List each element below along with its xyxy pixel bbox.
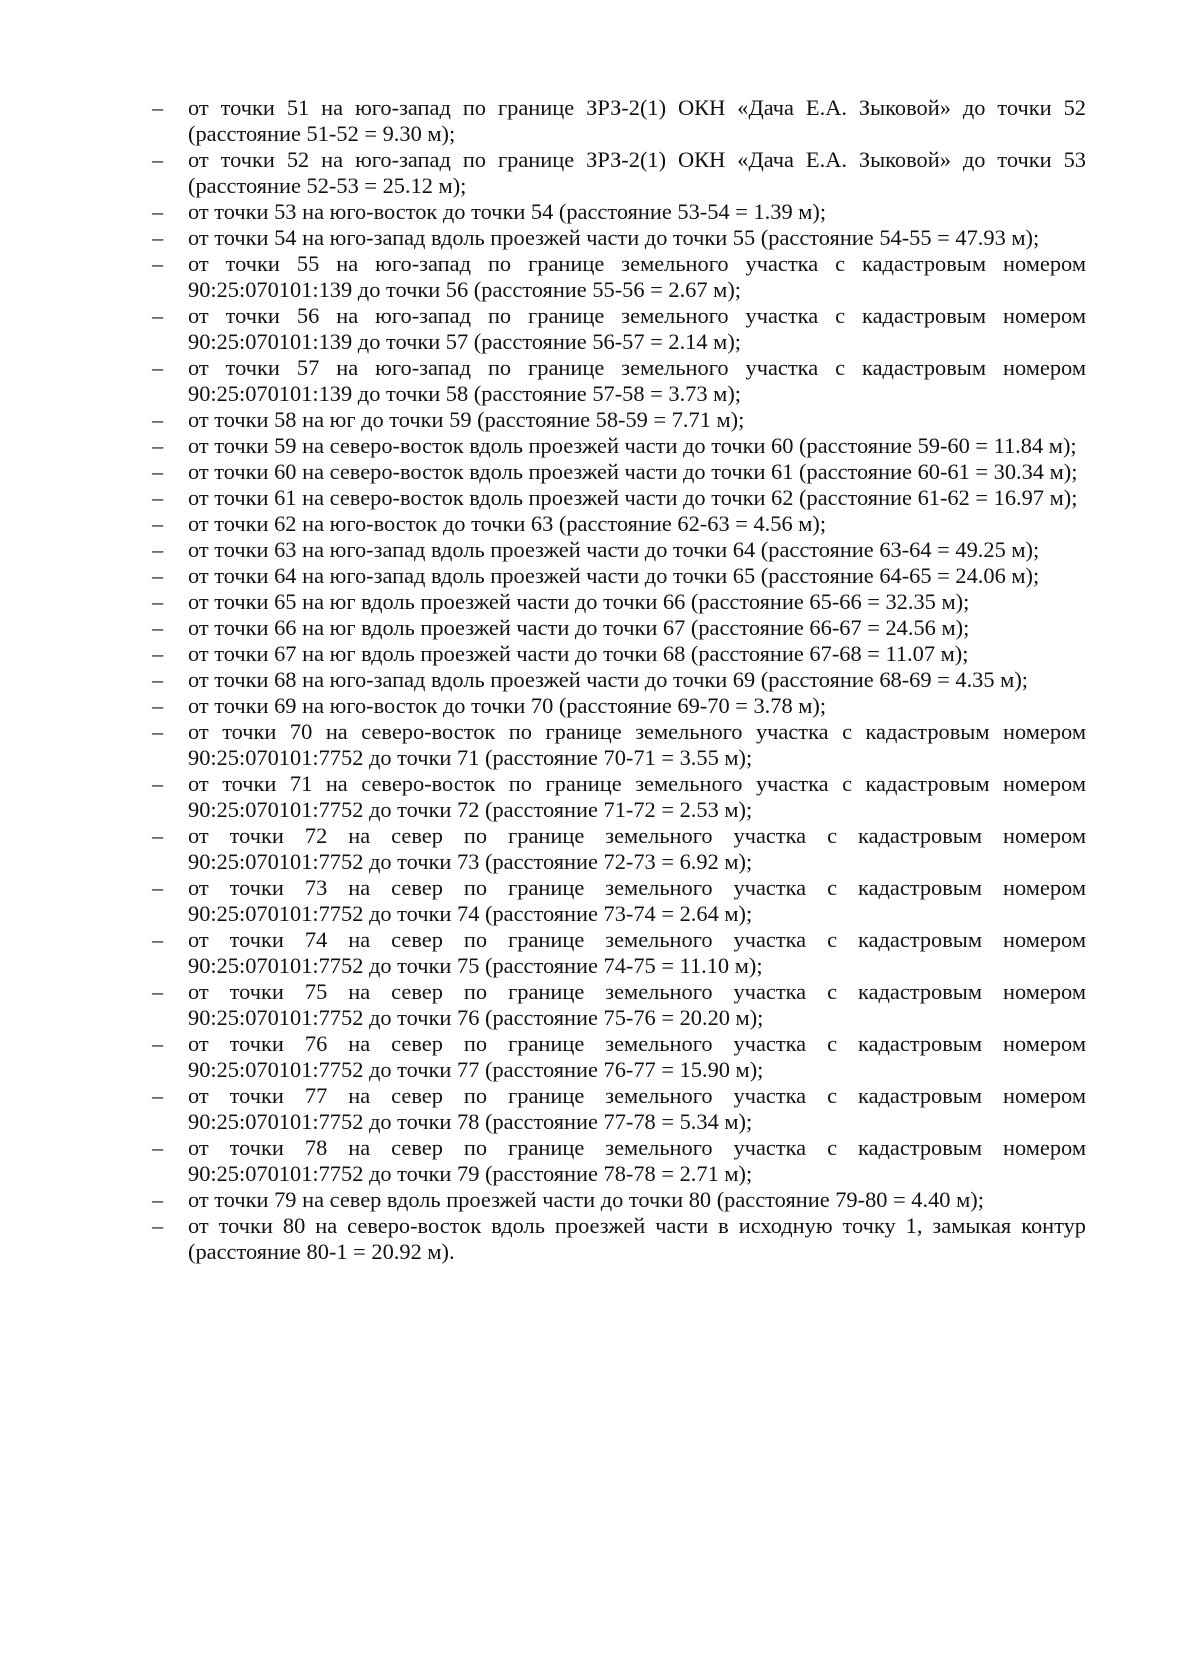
list-item-text: от точки 78 на север по границе земельного участка с кадастровым номером 90:25:070101:7752 до точки 79 (расстояние 78-78 = 2.71 м); bbox=[188, 1135, 1086, 1186]
list-bullet-dash: – bbox=[152, 589, 164, 614]
list-item-text: от точки 70 на северо-восток по границе земельного участка с кадастровым номером 90:25:070101:7752 до точки 71 (расстояние 70-71 = 3.55 м); bbox=[188, 719, 1086, 770]
list-item bbox=[152, 1031, 1086, 1083]
list-item bbox=[152, 199, 1086, 225]
list-bullet-dash: – bbox=[152, 355, 164, 380]
list-item bbox=[152, 1135, 1086, 1187]
list-item bbox=[152, 511, 1086, 537]
list-item-text: от точки 75 на север по границе земельного участка с кадастровым номером 90:25:070101:7752 до точки 76 (расстояние 75-76 = 20.20 м); bbox=[188, 979, 1086, 1030]
list-item-text: от точки 76 на север по границе земельного участка с кадастровым номером 90:25:070101:7752 до точки 77 (расстояние 76-77 = 15.90 м); bbox=[188, 1031, 1086, 1082]
list-item bbox=[152, 459, 1086, 485]
list-item-text: от точки 66 на юг вдоль проезжей части до точки 67 (расстояние 66-67 = 24.56 м); bbox=[188, 615, 970, 640]
list-bullet-dash: – bbox=[152, 511, 164, 536]
list-bullet-dash: – bbox=[152, 1135, 164, 1160]
list-item-text: от точки 53 на юго-восток до точки 54 (расстояние 53-54 = 1.39 м); bbox=[188, 199, 827, 224]
list-item bbox=[152, 95, 1086, 147]
list-bullet-dash: – bbox=[152, 823, 164, 848]
list-bullet-dash: – bbox=[152, 875, 164, 900]
list-item bbox=[152, 875, 1086, 927]
list-item bbox=[152, 719, 1086, 771]
list-item bbox=[152, 589, 1086, 615]
list-bullet-dash: – bbox=[152, 459, 164, 484]
list-bullet-dash: – bbox=[152, 147, 164, 172]
list-bullet-dash: – bbox=[152, 95, 164, 120]
list-item-text: от точки 56 на юго-запад по границе земельного участка с кадастровым номером 90:25:070101:139 до точки 57 (расстояние 56-57 = 2.14 м); bbox=[188, 303, 1086, 354]
list-item bbox=[152, 355, 1086, 407]
list-item bbox=[152, 251, 1086, 303]
list-item bbox=[152, 823, 1086, 875]
list-item bbox=[152, 485, 1086, 511]
list-item bbox=[152, 147, 1086, 199]
list-item-text: от точки 67 на юг вдоль проезжей части до точки 68 (расстояние 67-68 = 11.07 м); bbox=[188, 641, 969, 666]
list-item-text: от точки 64 на юго-запад вдоль проезжей части до точки 65 (расстояние 64-65 = 24.06 м); bbox=[188, 563, 1040, 588]
list-bullet-dash: – bbox=[152, 615, 164, 640]
list-item bbox=[152, 1187, 1086, 1213]
list-item bbox=[152, 537, 1086, 563]
list-bullet-dash: – bbox=[152, 251, 164, 276]
list-item bbox=[152, 1083, 1086, 1135]
list-bullet-dash: – bbox=[152, 303, 164, 328]
list-item-text: от точки 52 на юго-запад по границе ЗРЗ-2(1) ОКН «Дача Е.А. Зыковой» до точки 53 (расстояние 52-53 = 25.12 м); bbox=[188, 147, 1086, 198]
list-item-text: от точки 69 на юго-восток до точки 70 (расстояние 69-70 = 3.78 м); bbox=[188, 693, 827, 718]
list-bullet-dash: – bbox=[152, 485, 164, 510]
list-item bbox=[152, 641, 1086, 667]
list-item-text: от точки 80 на северо-восток вдоль проезжей части в исходную точку 1, замыкая контур (расстояние 80-1 = 20.92 м). bbox=[188, 1213, 1086, 1264]
list-bullet-dash: – bbox=[152, 225, 164, 250]
list-item bbox=[152, 563, 1086, 589]
list-bullet-dash: – bbox=[152, 433, 164, 458]
list-item-text: от точки 59 на северо-восток вдоль проезжей части до точки 60 (расстояние 59-60 = 11.84 м); bbox=[188, 433, 1077, 458]
list-bullet-dash: – bbox=[152, 407, 164, 432]
list-item bbox=[152, 979, 1086, 1031]
list-bullet-dash: – bbox=[152, 1031, 164, 1056]
list-item bbox=[152, 927, 1086, 979]
list-item bbox=[152, 433, 1086, 459]
list-bullet-dash: – bbox=[152, 1213, 164, 1238]
list-item-text: от точки 79 на север вдоль проезжей части до точки 80 (расстояние 79-80 = 4.40 м); bbox=[188, 1187, 984, 1212]
list-item-text: от точки 68 на юго-запад вдоль проезжей части до точки 69 (расстояние 68-69 = 4.35 м); bbox=[188, 667, 1029, 692]
list-item bbox=[152, 303, 1086, 355]
list-bullet-dash: – bbox=[152, 1083, 164, 1108]
list-item-text: от точки 55 на юго-запад по границе земельного участка с кадастровым номером 90:25:070101:139 до точки 56 (расстояние 55-56 = 2.67 м); bbox=[188, 251, 1086, 302]
list-item-text: от точки 71 на северо-восток по границе земельного участка с кадастровым номером 90:25:070101:7752 до точки 72 (расстояние 71-72 = 2.53 м); bbox=[188, 771, 1086, 822]
list-item bbox=[152, 407, 1086, 433]
list-item-text: от точки 58 на юг до точки 59 (расстояние 58-59 = 7.71 м); bbox=[188, 407, 745, 432]
list-bullet-dash: – bbox=[152, 563, 164, 588]
list-item-text: от точки 62 на юго-восток до точки 63 (расстояние 62-63 = 4.56 м); bbox=[188, 511, 827, 536]
list-bullet-dash: – bbox=[152, 641, 164, 666]
list-item-text: от точки 61 на северо-восток вдоль проезжей части до точки 62 (расстояние 61-62 = 16.97 м); bbox=[188, 485, 1078, 510]
list-bullet-dash: – bbox=[152, 537, 164, 562]
list-item-text: от точки 77 на север по границе земельного участка с кадастровым номером 90:25:070101:7752 до точки 78 (расстояние 77-78 = 5.34 м); bbox=[188, 1083, 1086, 1134]
list-bullet-dash: – bbox=[152, 693, 164, 718]
list-item-text: от точки 73 на север по границе земельного участка с кадастровым номером 90:25:070101:7752 до точки 74 (расстояние 73-74 = 2.64 м); bbox=[188, 875, 1086, 926]
list-item-text: от точки 65 на юг вдоль проезжей части до точки 66 (расстояние 65-66 = 32.35 м); bbox=[188, 589, 970, 614]
boundary-description-list bbox=[152, 95, 1086, 1265]
list-item-text: от точки 57 на юго-запад по границе земельного участка с кадастровым номером 90:25:070101:139 до точки 58 (расстояние 57-58 = 3.73 м); bbox=[188, 355, 1086, 406]
list-bullet-dash: – bbox=[152, 979, 164, 1004]
list-item bbox=[152, 667, 1086, 693]
list-item-text: от точки 74 на север по границе земельного участка с кадастровым номером 90:25:070101:7752 до точки 75 (расстояние 74-75 = 11.10 м); bbox=[188, 927, 1086, 978]
list-item-text: от точки 63 на юго-запад вдоль проезжей части до точки 64 (расстояние 63-64 = 49.25 м); bbox=[188, 537, 1040, 562]
list-bullet-dash: – bbox=[152, 719, 164, 744]
list-item bbox=[152, 615, 1086, 641]
list-bullet-dash: – bbox=[152, 199, 164, 224]
list-item bbox=[152, 771, 1086, 823]
list-item-text: от точки 60 на северо-восток вдоль проезжей части до точки 61 (расстояние 60-61 = 30.34 м); bbox=[188, 459, 1078, 484]
list-item-text: от точки 72 на север по границе земельного участка с кадастровым номером 90:25:070101:7752 до точки 73 (расстояние 72-73 = 6.92 м); bbox=[188, 823, 1086, 874]
list-item bbox=[152, 693, 1086, 719]
list-bullet-dash: – bbox=[152, 1187, 164, 1212]
list-item-text: от точки 54 на юго-запад вдоль проезжей части до точки 55 (расстояние 54-55 = 47.93 м); bbox=[188, 225, 1040, 250]
list-bullet-dash: – bbox=[152, 927, 164, 952]
list-bullet-dash: – bbox=[152, 667, 164, 692]
list-item-text: от точки 51 на юго-запад по границе ЗРЗ-2(1) ОКН «Дача Е.А. Зыковой» до точки 52 (расстояние 51-52 = 9.30 м); bbox=[188, 95, 1086, 146]
list-item bbox=[152, 225, 1086, 251]
list-bullet-dash: – bbox=[152, 771, 164, 796]
list-item bbox=[152, 1213, 1086, 1265]
